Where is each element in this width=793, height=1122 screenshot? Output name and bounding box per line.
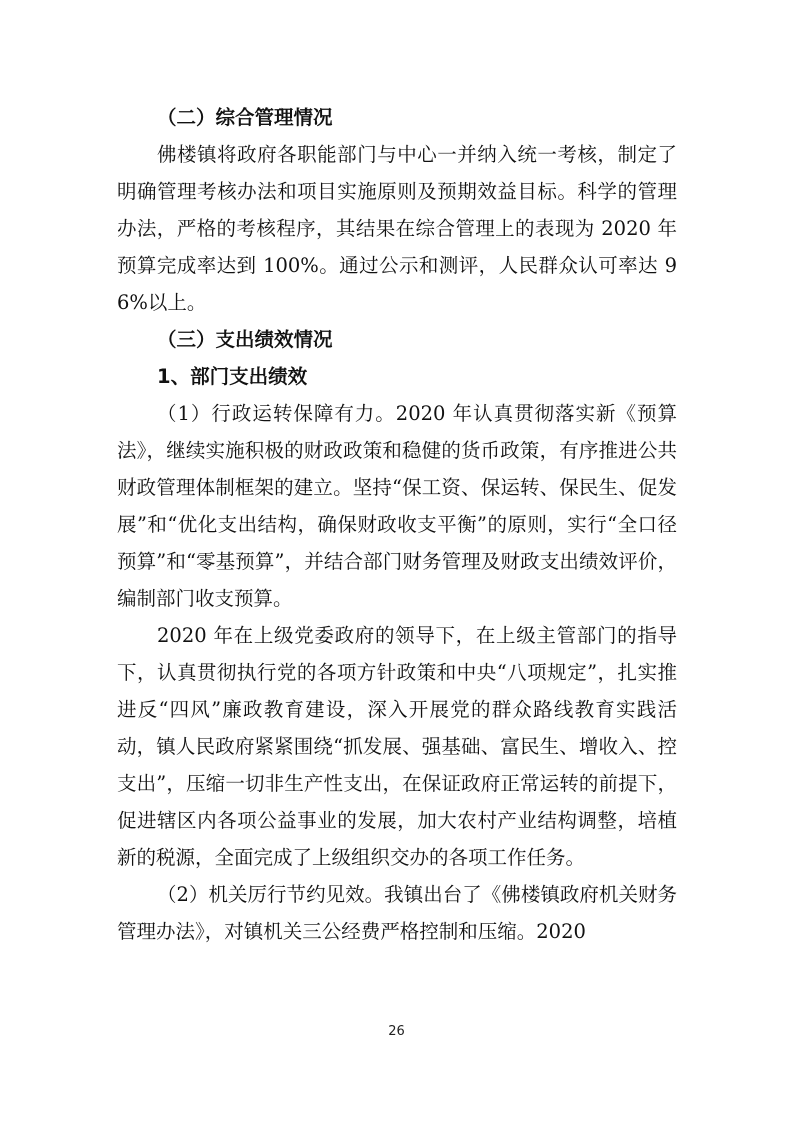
document-body xyxy=(117,99,677,950)
section-heading-expenditure-performance: （三）支出绩效情况 xyxy=(157,328,333,351)
paragraph-administrative-operation: （1）行政运转保障有力。2020 年认真贯彻落实新《预算法》，继续实施积极的财政政策和稳健的货币政策，有序推进公共财政管理体制框架的建立。坚持“保工资、保运转、保民生、促发展”和“优化支出结构，确保财政收支平衡”的原则，实行“全口径预算”和“零基预算”，并结合部门财务管理及财政支出绩效评价，编制部门收支预算。 xyxy=(117,402,677,610)
paragraph-comprehensive-management: 佛楼镇将政府各职能部门与中心一并纳入统一考核，制定了明确管理考核办法和项目实施原则及预期效益目标。科学的管理办法，严格的考核程序，其结果在综合管理上的表现为 2020 年预算完成率达到 100%。通过公示和测评，人民群众认可率达 96%以上。 xyxy=(117,143,677,314)
paragraph-frugality: （2）机关厉行节约见效。我镇出台了《佛楼镇政府机关财务管理办法》，对镇机关三公经费严格控制和压缩。2020 xyxy=(117,883,677,943)
subsection-heading-department-expenditure: 1、部门支出绩效 xyxy=(157,365,308,388)
section-heading-comprehensive-management: （二）综合管理情况 xyxy=(157,106,333,129)
page-number: 26 xyxy=(388,1024,405,1039)
paragraph-2020-leadership: 2020 年在上级党委政府的领导下，在上级主管部门的指导下，认真贯彻执行党的各项方针政策和中央“八项规定”，扎实推进反“四风”廉政教育建设，深入开展党的群众路线教育实践活动，镇人民政府紧紧围绕“抓发展、强基础、富民生、增收入、控支出”，压缩一切非生产性支出，在保证政府正常运转的前提下，促进辖区内各项公益事业的发展，加大农村产业结构调整，培植新的税源，全面完成了上级组织交办的各项工作任务。 xyxy=(117,624,677,869)
